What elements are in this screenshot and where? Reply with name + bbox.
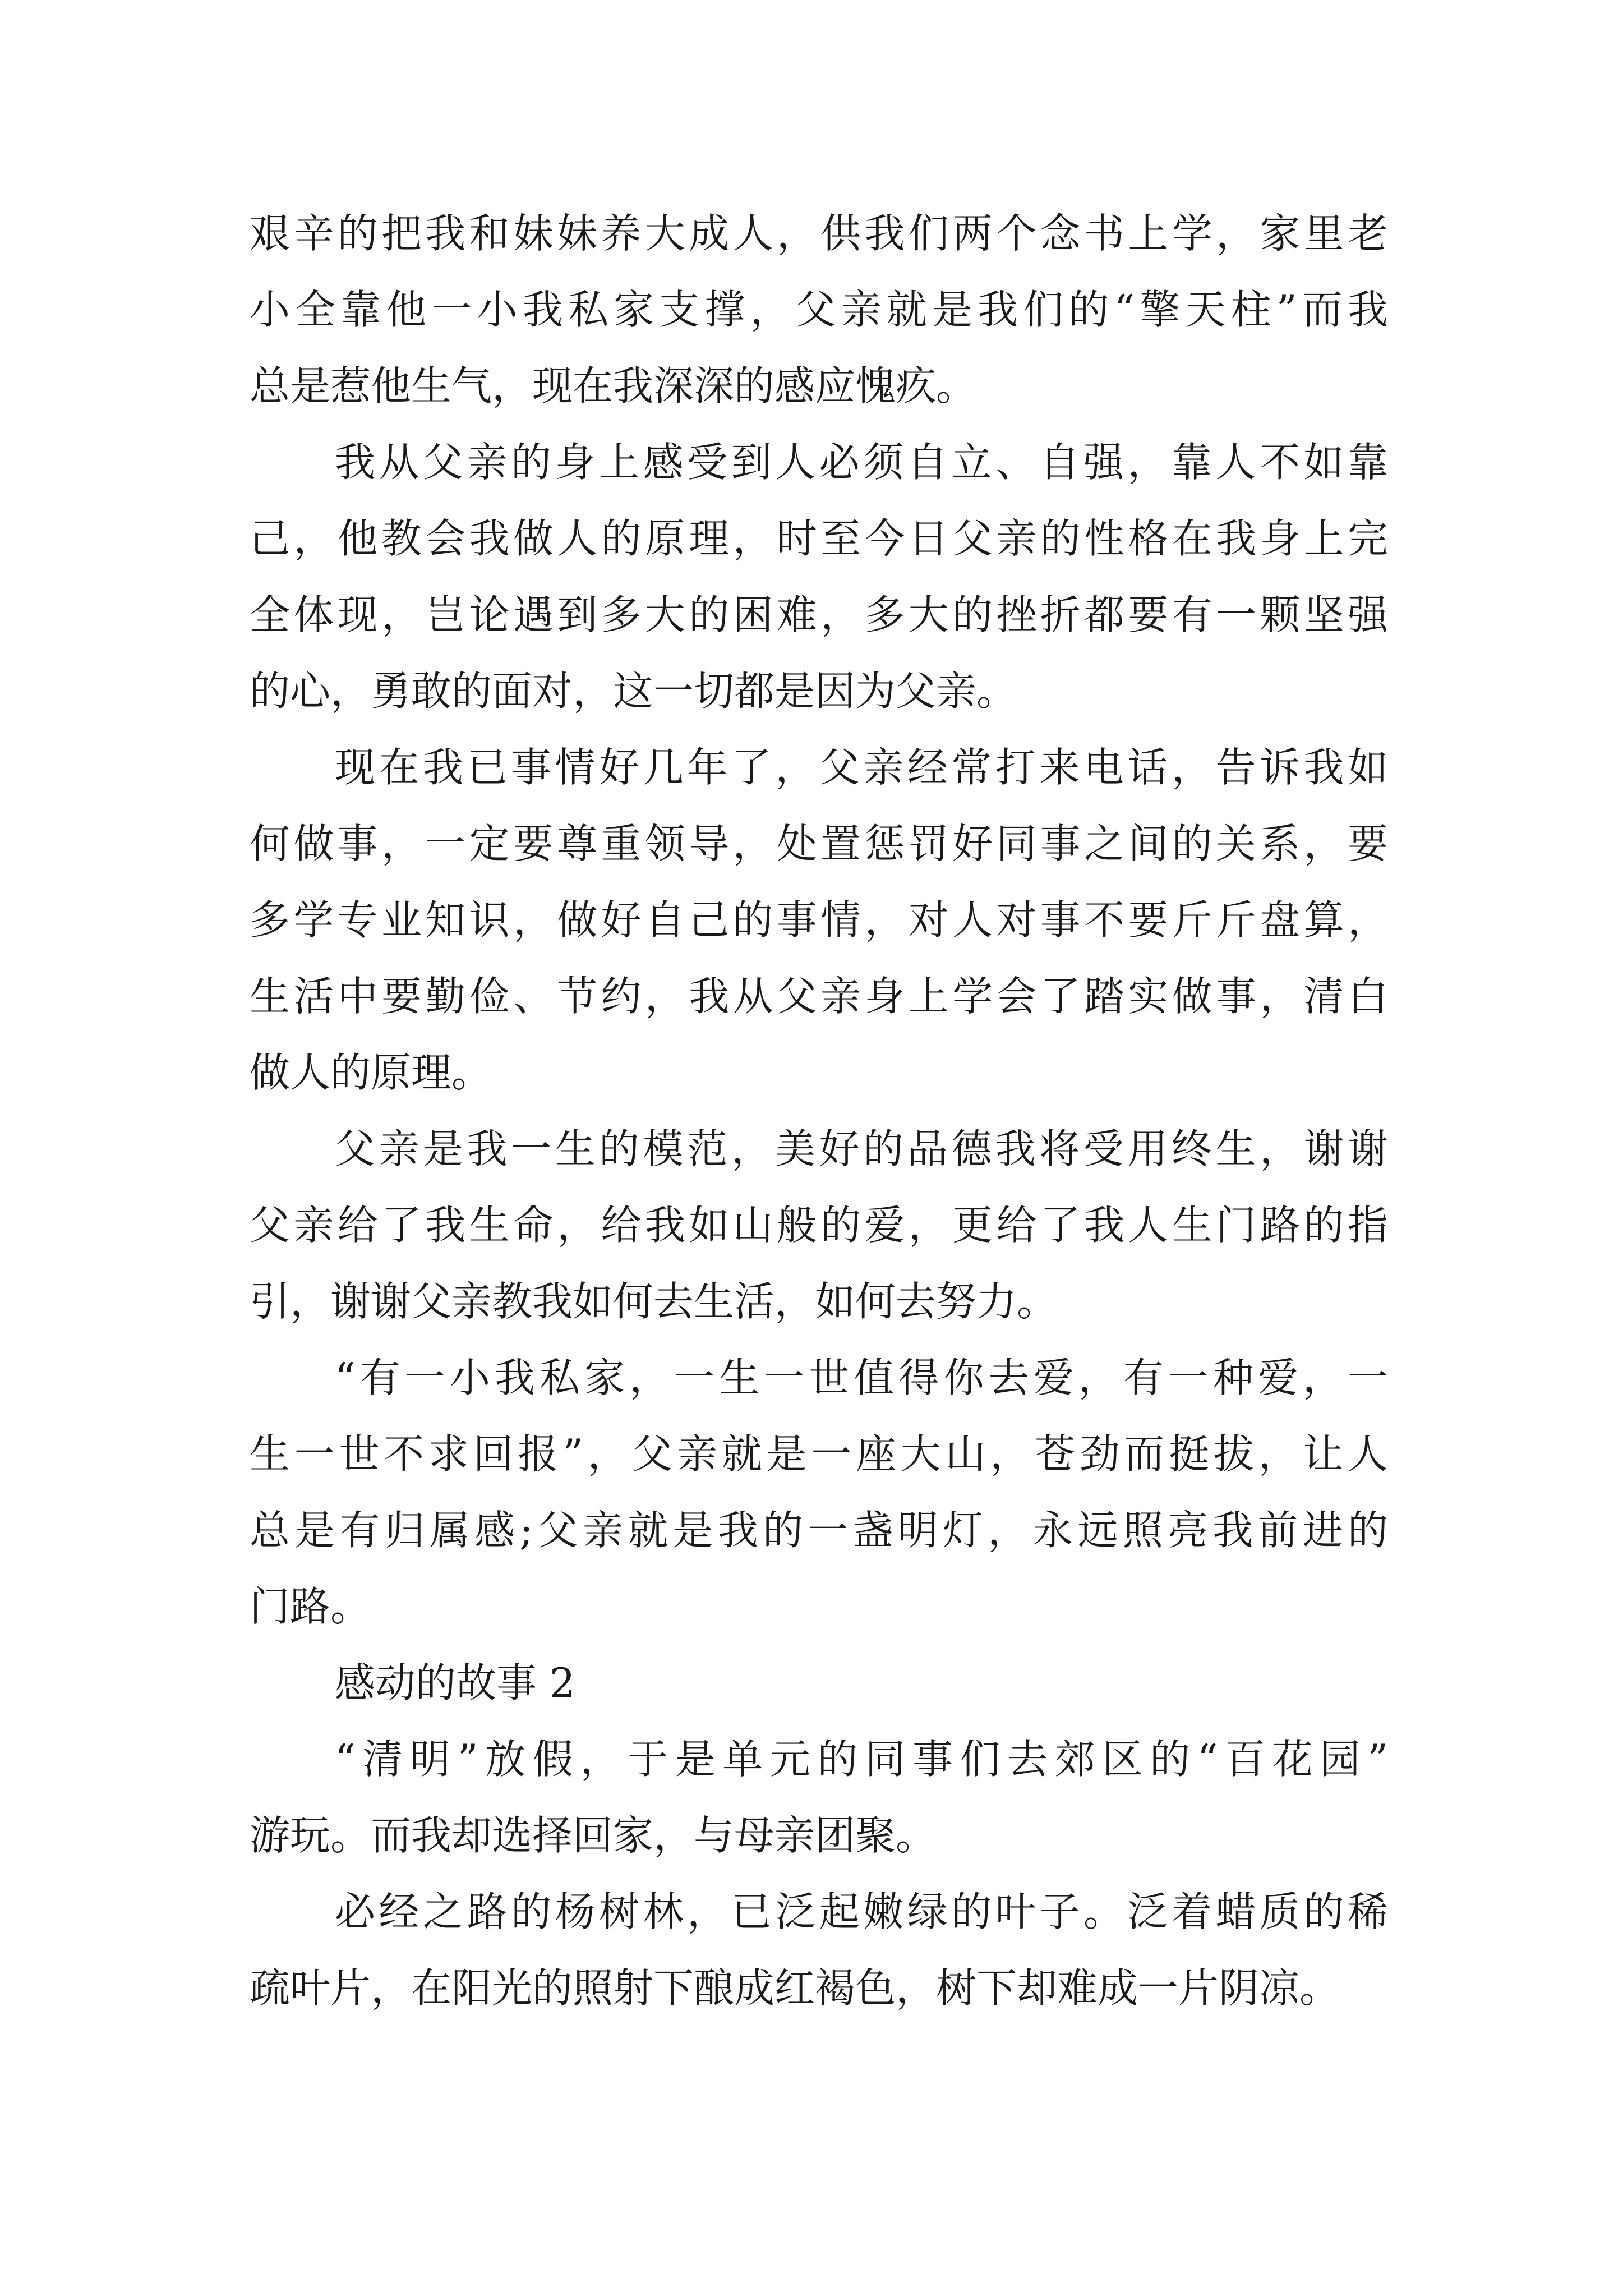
text-line: 艰辛的把我和妹妹养大成人，供我们两个念书上学，家里老: [250, 210, 1388, 257]
text-line: “清明”放假，于是单元的同事们去郊区的“百花园”: [335, 1736, 1388, 1783]
text-line: 门路。: [250, 1583, 371, 1630]
text-line: 我从父亲的身上感受到人必须自立、自强，靠人不如靠: [335, 439, 1388, 486]
section-heading: 感动的故事 2: [335, 1659, 575, 1706]
text-line: 小全靠他一小我私家支撑，父亲就是我们的“擎天柱”而我: [250, 286, 1388, 333]
text-line: 己，他教会我做人的原理，时至今日父亲的性格在我身上完: [250, 515, 1388, 562]
text-line: 多学专业知识，做好自己的事情，对人对事不要斤斤盘算，: [250, 896, 1388, 944]
text-line: 总是有归属感;父亲就是我的一盏明灯，永远照亮我前进的: [250, 1507, 1388, 1554]
text-line: 父亲是我一生的模范，美好的品德我将受用终生，谢谢: [335, 1125, 1388, 1172]
body-text: [250, 195, 1388, 2026]
text-line: 生活中要勤俭、节约，我从父亲身上学会了踏实做事，清白: [250, 973, 1388, 1020]
text-line: 总是惹他生气，现在我深深的感应愧疚。: [250, 362, 977, 409]
text-line: “有一小我私家，一生一世值得你去爱，有一种爱，一: [335, 1354, 1388, 1401]
text-line: 生一世不求回报”，父亲就是一座大山，苍劲而挺拔，让人: [250, 1430, 1388, 1478]
text-line: 何做事，一定要尊重领导，处置惩罚好同事之间的关系，要: [250, 820, 1388, 867]
text-line: 全体现，岂论遇到多大的困难，多大的挫折都要有一颗坚强: [250, 591, 1388, 638]
text-line: 的心，勇敢的面对，这一切都是因为父亲。: [250, 668, 1017, 715]
text-line: 疏叶片，在阳光的照射下酿成红褐色，树下却难成一片阴凉。: [250, 1964, 1340, 2012]
text-line: 父亲给了我生命，给我如山般的爱，更给了我人生门路的指: [250, 1202, 1388, 1249]
text-line: 做人的原理。: [250, 1049, 492, 1096]
text-line: 引，谢谢父亲教我如何去生活，如何去努力。: [250, 1278, 1058, 1325]
text-line: 现在我已事情好几年了，父亲经常打来电话，告诉我如: [335, 744, 1388, 791]
text-line: 必经之路的杨树林，已泛起嫩绿的叶子。泛着蜡质的稀: [335, 1888, 1388, 1935]
text-line: 游玩。而我却选择回家，与母亲团聚。: [250, 1812, 937, 1859]
